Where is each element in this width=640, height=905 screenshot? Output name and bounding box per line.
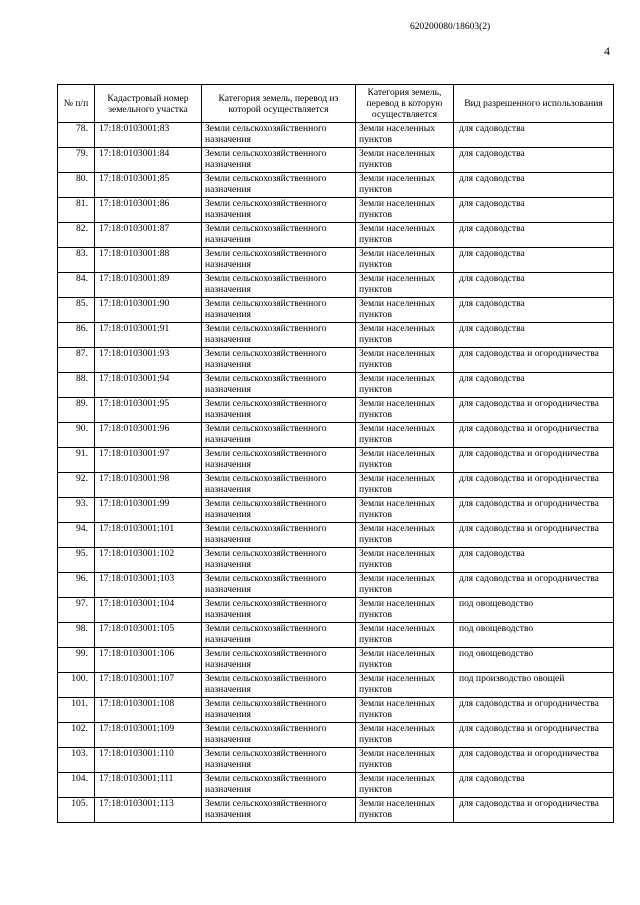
cell-to-category: Земли населенных пунктов [356,523,454,548]
cell-to-category: Земли населенных пунктов [356,223,454,248]
table-row [58,423,614,448]
cell-permitted-use: для садоводства и огородничества [454,473,614,498]
cell-permitted-use: для садоводства [454,298,614,323]
cell-from-category: Земли сельскохозяйственного назначения [202,373,356,398]
cell-num: 82. [58,223,95,248]
cell-from-category: Земли сельскохозяйственного назначения [202,673,356,698]
cell-cadastral: 17:18:0103001:105 [95,623,202,648]
cell-from-category: Земли сельскохозяйственного назначения [202,223,356,248]
cell-num: 91. [58,448,95,473]
cell-from-category: Земли сельскохозяйственного назначения [202,623,356,648]
cell-from-category: Земли сельскохозяйственного назначения [202,773,356,798]
table-row [58,148,614,173]
cell-permitted-use: под овощеводство [454,598,614,623]
cell-permitted-use: для садоводства [454,323,614,348]
table-row [58,373,614,398]
header-permitted-use: Вид разрешенного использования [454,85,614,123]
cell-from-category: Земли сельскохозяйственного назначения [202,798,356,823]
cell-cadastral: 17:18:0103001:104 [95,598,202,623]
cell-cadastral: 17:18:0103001:86 [95,198,202,223]
cell-from-category: Земли сельскохозяйственного назначения [202,523,356,548]
cell-from-category: Земли сельскохозяйственного назначения [202,173,356,198]
cell-permitted-use: для садоводства и огородничества [454,498,614,523]
table-row [58,573,614,598]
cell-cadastral: 17:18:0103001:107 [95,673,202,698]
cell-cadastral: 17:18:0103001:84 [95,148,202,173]
cell-permitted-use: под овощеводство [454,648,614,673]
table-row [58,723,614,748]
table-row [58,473,614,498]
cell-to-category: Земли населенных пунктов [356,648,454,673]
cell-to-category: Земли населенных пунктов [356,573,454,598]
cell-cadastral: 17:18:0103001:94 [95,373,202,398]
cell-permitted-use: для садоводства и огородничества [454,448,614,473]
cell-num: 99. [58,648,95,673]
page-number: 4 [604,44,610,58]
cell-permitted-use: под производство овощей [454,673,614,698]
cell-cadastral: 17:18:0103001:97 [95,448,202,473]
cell-num: 90. [58,423,95,448]
cell-from-category: Земли сельскохозяйственного назначения [202,698,356,723]
cell-permitted-use: для садоводства и огородничества [454,423,614,448]
table-row [58,448,614,473]
cell-num: 95. [58,548,95,573]
cell-permitted-use: для садоводства и огородничества [454,398,614,423]
table-row [58,273,614,298]
cell-cadastral: 17:18:0103001:113 [95,798,202,823]
cell-num: 98. [58,623,95,648]
cell-cadastral: 17:18:0103001:91 [95,323,202,348]
cell-from-category: Земли сельскохозяйственного назначения [202,123,356,148]
table-row [58,523,614,548]
cell-to-category: Земли населенных пунктов [356,448,454,473]
cell-to-category: Земли населенных пунктов [356,598,454,623]
cell-to-category: Земли населенных пунктов [356,373,454,398]
cell-cadastral: 17:18:0103001:85 [95,173,202,198]
cell-num: 86. [58,323,95,348]
cell-to-category: Земли населенных пунктов [356,498,454,523]
cell-permitted-use: для садоводства [454,173,614,198]
header-num: № п/п [58,85,95,123]
cell-permitted-use: для садоводства [454,373,614,398]
cell-from-category: Земли сельскохозяйственного назначения [202,198,356,223]
cell-num: 96. [58,573,95,598]
cell-to-category: Земли населенных пунктов [356,473,454,498]
cell-to-category: Земли населенных пунктов [356,723,454,748]
cell-from-category: Земли сельскохозяйственного назначения [202,473,356,498]
document-reference-number: 620200080/18603(2) [410,22,491,32]
table-row [58,298,614,323]
cell-to-category: Земли населенных пунктов [356,773,454,798]
cell-cadastral: 17:18:0103001:102 [95,548,202,573]
cell-to-category: Земли населенных пунктов [356,673,454,698]
table-row [58,623,614,648]
cell-num: 101. [58,698,95,723]
cell-to-category: Земли населенных пунктов [356,148,454,173]
cell-cadastral: 17:18:0103001:109 [95,723,202,748]
cell-from-category: Земли сельскохозяйственного назначения [202,148,356,173]
cell-from-category: Земли сельскохозяйственного назначения [202,648,356,673]
table-row [58,498,614,523]
cell-cadastral: 17:18:0103001:101 [95,523,202,548]
cell-num: 80. [58,173,95,198]
cell-cadastral: 17:18:0103001:111 [95,773,202,798]
cell-num: 83. [58,248,95,273]
cell-num: 102. [58,723,95,748]
cell-permitted-use: для садоводства и огородничества [454,573,614,598]
cell-cadastral: 17:18:0103001:99 [95,498,202,523]
table-row [58,673,614,698]
cell-from-category: Земли сельскохозяйственного назначения [202,423,356,448]
cell-cadastral: 17:18:0103001:93 [95,348,202,373]
cell-to-category: Земли населенных пунктов [356,298,454,323]
cell-from-category: Земли сельскохозяйственного назначения [202,348,356,373]
cell-num: 88. [58,373,95,398]
cell-num: 84. [58,273,95,298]
cell-from-category: Земли сельскохозяйственного назначения [202,548,356,573]
cell-num: 100. [58,673,95,698]
table-row [58,648,614,673]
cell-num: 93. [58,498,95,523]
cell-permitted-use: для садоводства и огородничества [454,348,614,373]
cell-permitted-use: для садоводства и огородничества [454,698,614,723]
cell-from-category: Земли сельскохозяйственного назначения [202,298,356,323]
cell-to-category: Земли населенных пунктов [356,698,454,723]
cell-permitted-use: для садоводства [454,548,614,573]
header-from-category: Категория земель, перевод из которой осуществляется [202,85,356,123]
cell-from-category: Земли сельскохозяйственного назначения [202,573,356,598]
cell-num: 104. [58,773,95,798]
cell-to-category: Земли населенных пунктов [356,798,454,823]
table-row [58,773,614,798]
cell-permitted-use: для садоводства и огородничества [454,523,614,548]
table-body [58,123,614,823]
cell-permitted-use: для садоводства [454,248,614,273]
cell-to-category: Земли населенных пунктов [356,423,454,448]
cell-num: 105. [58,798,95,823]
cell-to-category: Земли населенных пунктов [356,248,454,273]
cell-to-category: Земли населенных пунктов [356,623,454,648]
cell-cadastral: 17:18:0103001:110 [95,748,202,773]
cell-to-category: Земли населенных пунктов [356,348,454,373]
cell-num: 78. [58,123,95,148]
cell-to-category: Земли населенных пунктов [356,273,454,298]
cell-to-category: Земли населенных пунктов [356,323,454,348]
cell-from-category: Земли сельскохозяйственного назначения [202,273,356,298]
table-row [58,698,614,723]
table-row [58,798,614,823]
table-row [58,173,614,198]
cell-from-category: Земли сельскохозяйственного назначения [202,448,356,473]
table-row [58,348,614,373]
cell-to-category: Земли населенных пунктов [356,748,454,773]
cell-from-category: Земли сельскохозяйственного назначения [202,598,356,623]
cell-cadastral: 17:18:0103001:103 [95,573,202,598]
cell-to-category: Земли населенных пунктов [356,398,454,423]
header-cadastral: Кадастровый номер земельного участка [95,85,202,123]
cell-cadastral: 17:18:0103001:108 [95,698,202,723]
cell-num: 94. [58,523,95,548]
table-row [58,548,614,573]
table-header [58,85,614,123]
cell-permitted-use: для садоводства [454,148,614,173]
table-row [58,198,614,223]
cell-num: 97. [58,598,95,623]
cell-cadastral: 17:18:0103001:98 [95,473,202,498]
cell-from-category: Земли сельскохозяйственного назначения [202,323,356,348]
cell-from-category: Земли сельскохозяйственного назначения [202,748,356,773]
cell-cadastral: 17:18:0103001:89 [95,273,202,298]
cell-num: 92. [58,473,95,498]
cell-permitted-use: для садоводства [454,773,614,798]
cell-to-category: Земли населенных пунктов [356,123,454,148]
table-row [58,248,614,273]
land-plots-table [57,84,614,823]
cell-num: 85. [58,298,95,323]
cell-to-category: Земли населенных пунктов [356,173,454,198]
cell-cadastral: 17:18:0103001:83 [95,123,202,148]
table-row [58,398,614,423]
cell-permitted-use: для садоводства и огородничества [454,723,614,748]
cell-cadastral: 17:18:0103001:95 [95,398,202,423]
table-row [58,748,614,773]
cell-permitted-use: для садоводства [454,123,614,148]
table-header-row [58,85,614,123]
cell-permitted-use: для садоводства и огородничества [454,748,614,773]
cell-cadastral: 17:18:0103001:106 [95,648,202,673]
table-row [58,123,614,148]
cell-from-category: Земли сельскохозяйственного назначения [202,398,356,423]
cell-num: 103. [58,748,95,773]
cell-permitted-use: для садоводства [454,273,614,298]
cell-cadastral: 17:18:0103001:88 [95,248,202,273]
table-row [58,223,614,248]
cell-cadastral: 17:18:0103001:87 [95,223,202,248]
cell-to-category: Земли населенных пунктов [356,548,454,573]
cell-from-category: Земли сельскохозяйственного назначения [202,498,356,523]
cell-num: 79. [58,148,95,173]
cell-permitted-use: под овощеводство [454,623,614,648]
cell-cadastral: 17:18:0103001:96 [95,423,202,448]
cell-cadastral: 17:18:0103001:90 [95,298,202,323]
cell-num: 87. [58,348,95,373]
cell-permitted-use: для садоводства [454,223,614,248]
cell-permitted-use: для садоводства [454,198,614,223]
cell-num: 89. [58,398,95,423]
table-row [58,598,614,623]
cell-permitted-use: для садоводства и огородничества [454,798,614,823]
table-row [58,323,614,348]
cell-from-category: Земли сельскохозяйственного назначения [202,248,356,273]
cell-to-category: Земли населенных пунктов [356,198,454,223]
header-to-category: Категория земель, перевод в которую осуществляется [356,85,454,123]
cell-num: 81. [58,198,95,223]
cell-from-category: Земли сельскохозяйственного назначения [202,723,356,748]
